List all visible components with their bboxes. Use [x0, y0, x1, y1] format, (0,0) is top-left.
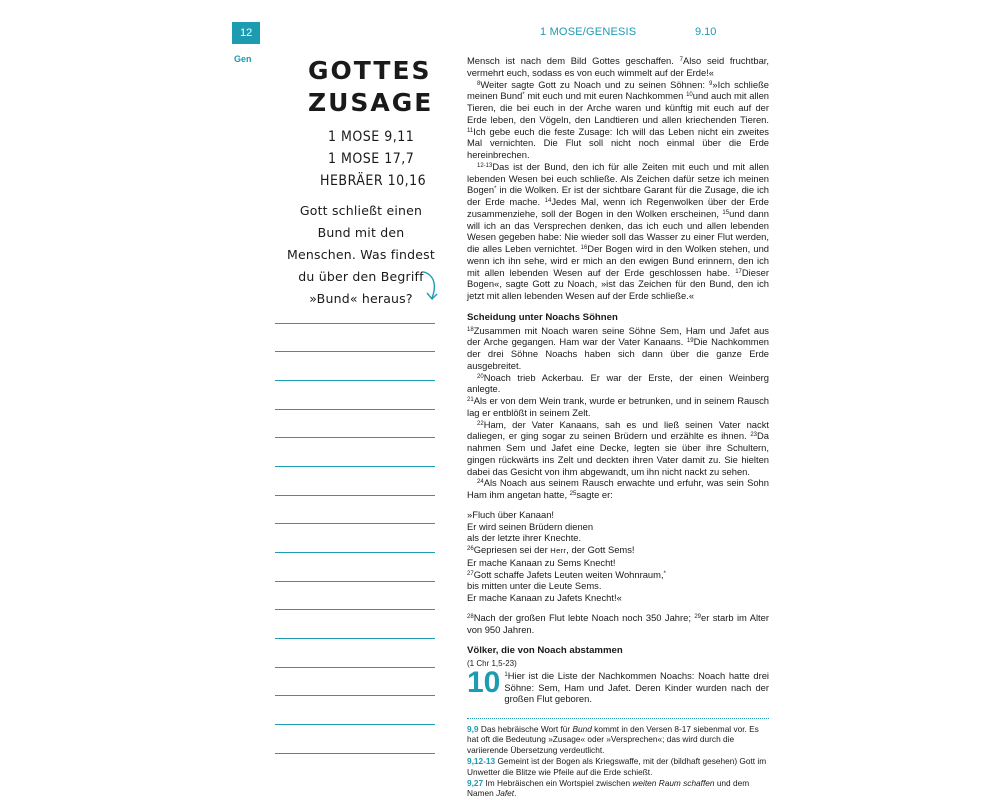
writing-line[interactable] [275, 667, 435, 668]
paragraph: $^{24}$Als Noach aus seinem Rausch erwachte und erfuhr, was sein Sohn Ham ihm angetan hatte, $^{25}$sagte er: [467, 477, 769, 500]
writing-line[interactable] [275, 466, 435, 467]
cross-reference: (1 Chr 1,5-23) [467, 659, 517, 668]
paragraph: $^{28}$Nach der großen Flut lebte Noach noch 350 Jahre; $^{29}$er starb im Alter von 950 Jahren. [467, 611, 769, 635]
footnote: 9,27 Im Hebräischen ein Wortspiel zwischen weiten Raum schaffen und dem Namen Jafet. [467, 778, 750, 799]
writing-line[interactable] [275, 351, 435, 352]
writing-line[interactable] [275, 323, 435, 324]
paragraph: $^{21}$Als er von dem Wein trank, wurde er betrunken, und in seinem Rausch lag er entblößt in seinem Zelt. [467, 395, 769, 418]
writing-line[interactable] [275, 724, 435, 725]
bible-reference: 1 MOSE 9,11 [328, 129, 415, 145]
footnote-divider [467, 718, 769, 719]
chapter-number: 10 [467, 665, 501, 699]
study-prompt: Gott schließt einen Bund mit den Menschen. Was findest du über den Begriff »Bund« heraus? [286, 203, 435, 306]
paragraph: Mensch ist nach dem Bild Gottes geschaffen. $^7$Also seid fruchtbar, vermehrt euch, sodass es von euch wimmelt auf der Erde!« [467, 55, 769, 78]
box-title: GOTTES [308, 56, 432, 85]
bible-reference: 1 MOSE 17,7 [328, 151, 415, 167]
box-title: ZUSAGE [308, 88, 434, 117]
book-tab: Gen [234, 54, 252, 64]
writing-line[interactable] [275, 581, 435, 582]
writing-line[interactable] [275, 437, 435, 438]
writing-line[interactable] [275, 495, 435, 496]
page-number: 12 [240, 27, 253, 39]
writing-line[interactable] [275, 552, 435, 553]
running-head: 1 MOSE/GENESIS [540, 26, 637, 38]
poem: »Fluch über Kanaan! Er wird seinen Brüdern dienen als der letzte ihrer Knechte. $^{26}$Gepriesen sei der Herr, der Gott Sems! Er mache Kanaan zu Sems Knecht! $^{27}$Gott schaffe Jafets Leuten weiten Wohnraum,* bis mitten unter die Leute Sems. Er mache Kanaan zu Jafets Knecht!« [467, 508, 666, 603]
writing-line[interactable] [275, 638, 435, 639]
writing-line[interactable] [275, 609, 435, 610]
paragraph: $^{12-13}$Das ist der Bund, den ich für alle Zeiten mit euch und mit allen lebenden Wesen bei euch schließe. Als Zeichen dafür setze ich meinen Bogen* in die Wolken. Er ist der sichtbare Garant für die Zusage, die ich der Erde mache. $^{14}$Jedes Mal, wenn ich Regenwolken über der Erde zusammenziehe, soll der Bogen in den Wolken erscheinen, $^{15}$und dann will ich an das Versprechen denken, das ich euch und allen lebenden Wesen gegeben habe: Nie wieder soll das Wasser zu einer Flut werden, die alles Leben vernichtet. $^{16}$Der Bogen wird in den Wolken stehen, und wenn ich ihn sehe, wird er mich an den ewigen Bund erinnern, den ich mit allen lebenden Wesen auf der Erde geschlossen habe. $^{17}$Dieser Bogen«, sagte Gott zu Noach, »ist das Zeichen für den Bund, den ich jetzt mit allen lebenden Wesen auf der Erde schließe.« [467, 160, 769, 301]
section-heading: Völker, die von Noach abstammen [467, 645, 623, 657]
paragraph: 10 $^1$Hier ist die Liste der Nachkommen Noachs: Noach hatte drei Söhne: Sem, Ham und Jafet. Deren Kinder wurden nach der großen Flut geboren. [467, 665, 769, 705]
writing-line[interactable] [275, 695, 435, 696]
paragraph: $^{20}$Noach trieb Ackerbau. Er war der Erste, der einen Weinberg anlegte. [467, 371, 769, 395]
paragraph: $^{18}$Zusammen mit Noach waren seine Söhne Sem, Ham und Jafet aus der Arche gegangen. Ham war der Vater Kanaans. $^{19}$Die Nachkommen der drei Söhne Noachs haben sich dann über die ganze Erde ausgebreitet. [467, 324, 769, 371]
footnotes [467, 724, 769, 800]
writing-line[interactable] [275, 409, 435, 410]
paragraph: $^8$Weiter sagte Gott zu Noach und zu seinen Söhnen: $^9$»Ich schließe meinen Bund* mit euch und mit euren Nachkommen $^{10}$und auch mit allen Tieren, die bei euch in der Arche waren und künftig mit euch auf der Erde leben, den Vögeln, den Landtieren und allen kriechenden Tieren. $^{11}$Ich gebe euch die feste Zusage: Ich will das Leben nicht ein zweites Mal vernichten. Die Flut soll nicht noch einmal über die Erde hereinbrechen. [467, 78, 770, 160]
writing-line[interactable] [275, 753, 435, 754]
main-text [467, 55, 769, 705]
footnote: 9,9 Das hebräische Wort für Bund kommt in den Versen 8-17 siebenmal vor. Es hat oft die Bedeutung »Zusage« oder »Versprechen«; das wird durch die variierende Übersetzung verdeutlicht. [467, 724, 759, 755]
bible-reference: HEBRÄER 10,16 [320, 173, 427, 189]
paragraph: $^{22}$Ham, der Vater Kanaans, sah es und ließ seinen Vater nackt daliegen, er ging sogar zu seinen Brüdern und erzählte es ihnen. $^{23}$Da nahmen Sem und Jafet eine Decke, legten sie über ihre Schultern, gingen rückwärts ins Zelt und deckten ihren Vater damit zu. Sie hielten dabei das Gesicht von ihm abgewandt, um ihn nicht nackt zu sehen. [467, 418, 769, 477]
curved-arrow-icon [420, 270, 442, 302]
writing-line[interactable] [275, 523, 435, 524]
running-ref: 9.10 [695, 26, 717, 38]
footnote: 9,12-13 Gemeint ist der Bogen als Kriegswaffe, mit der (bildhaft gesehen) Gott im Unwetter die Blitze wie Pfeile auf die Erde schießt. [467, 756, 767, 777]
writing-line[interactable] [275, 380, 435, 381]
section-heading: Scheidung unter Noachs Söhnen [467, 311, 618, 323]
